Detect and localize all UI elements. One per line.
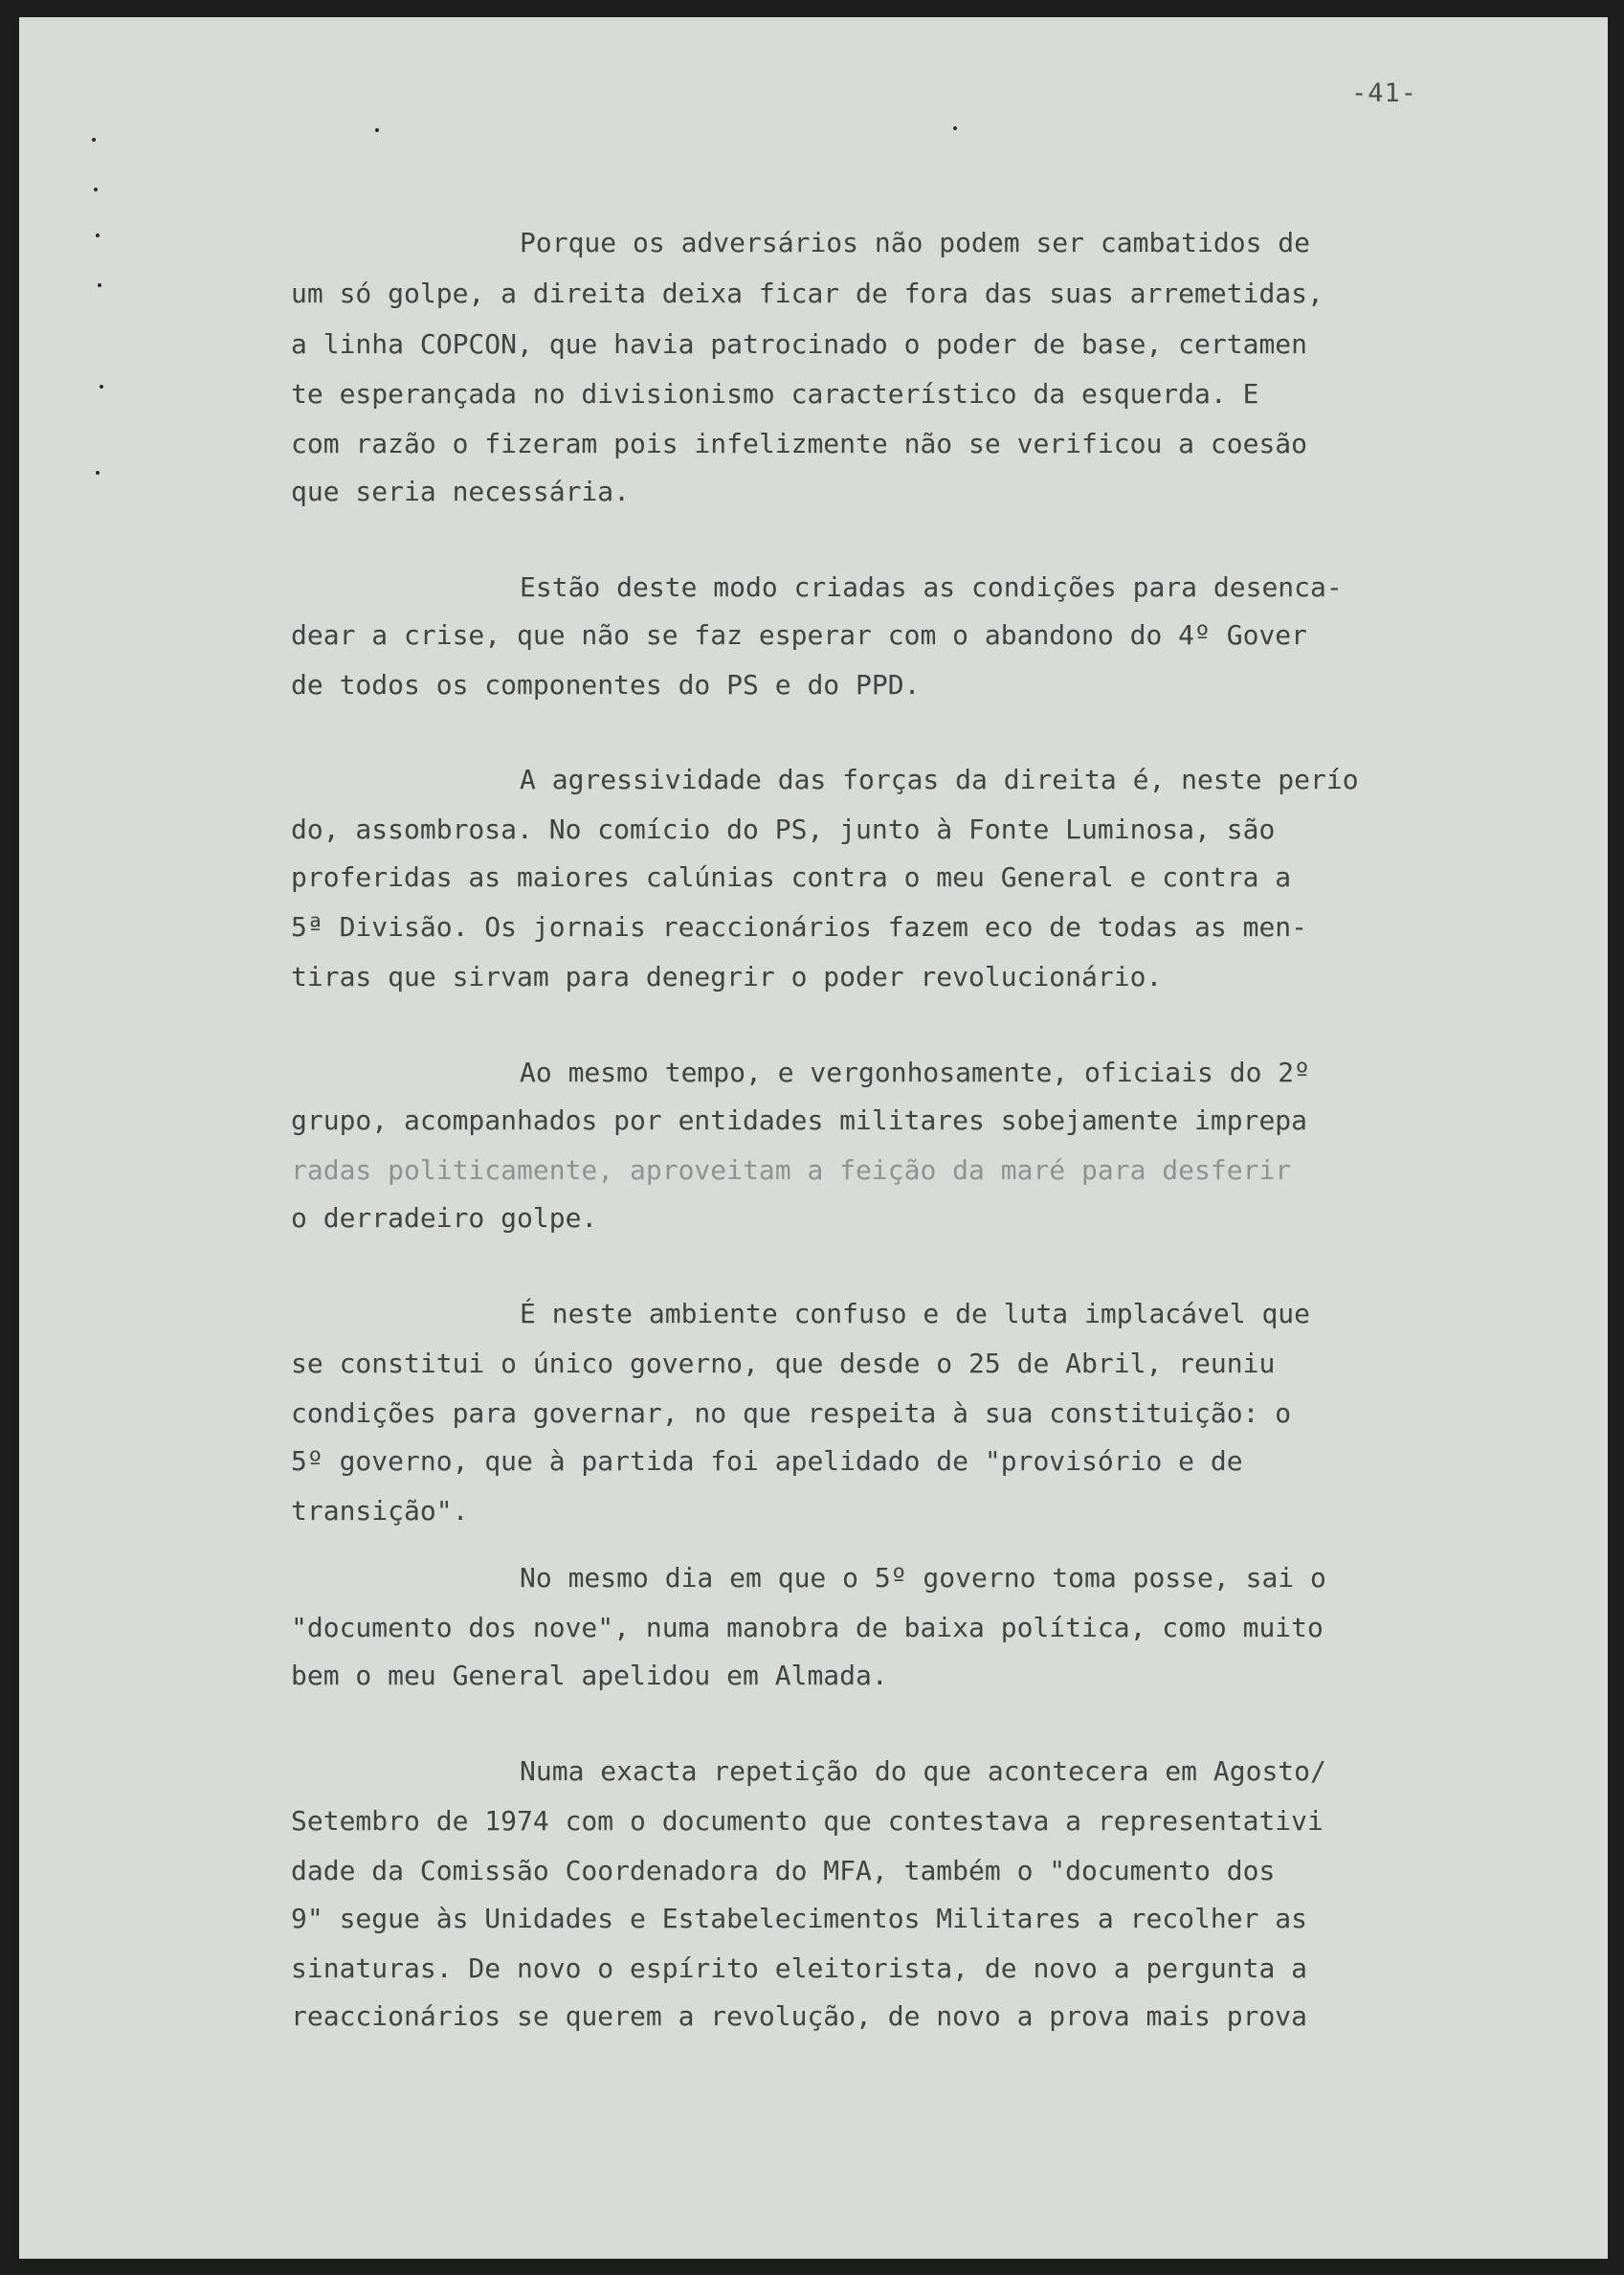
text-line: proferidas as maiores calúnias contra o meu General e contra a xyxy=(291,861,1292,893)
scan-speck xyxy=(96,471,100,475)
text-line: É neste ambiente confuso e de luta implacável que xyxy=(520,1298,1311,1329)
scan-speck xyxy=(94,188,98,191)
text-line: o derradeiro golpe. xyxy=(291,1202,598,1234)
scan-speck xyxy=(953,126,957,130)
text-line: a linha COPCON, que havia patrocinado o poder de base, certamen xyxy=(291,328,1308,360)
text-line: A agressividade das forças da direita é, neste perío xyxy=(520,764,1359,795)
text-line: dear a crise, que não se faz esperar com o abandono do 4º Gover xyxy=(291,619,1308,651)
text-line: um só golpe, a direita deixa ficar de fora das suas arremetidas, xyxy=(291,278,1324,309)
text-line: 5º governo, que à partida foi apelidado de "provisório e de xyxy=(291,1445,1243,1477)
page-number: -41- xyxy=(1351,78,1418,108)
scan-speck xyxy=(92,138,96,142)
text-line: te esperançada no divisionismo característico da esquerda. E xyxy=(291,378,1259,410)
text-line: reaccionários se querem a revolução, de novo a prova mais prova xyxy=(291,2000,1308,2032)
text-line: se constitui o único governo, que desde o 25 de Abril, reuniu xyxy=(291,1348,1276,1379)
text-line: Ao mesmo tempo, e vergonhosamente, oficiais do 2º xyxy=(520,1057,1311,1088)
document-page xyxy=(19,17,1608,2259)
text-line: dade da Comissão Coordenadora do MFA, também o "documento dos xyxy=(291,1855,1276,1886)
text-line: do, assombrosa. No comício do PS, junto à Fonte Luminosa, são xyxy=(291,814,1276,845)
text-line: Porque os adversários não podem ser cambatidos de xyxy=(520,227,1311,258)
scan-speck xyxy=(375,128,379,132)
text-line: Estão deste modo criadas as condições para desenca- xyxy=(520,571,1343,603)
text-line: que seria necessária. xyxy=(291,476,631,507)
text-line: "documento dos nove", numa manobra de baixa política, como muito xyxy=(291,1612,1324,1643)
text-line: grupo, acompanhados por entidades militares sobejamente imprepa xyxy=(291,1104,1308,1136)
text-line: 9" segue às Unidades e Estabelecimentos Militares a recolher as xyxy=(291,1903,1308,1934)
scan-speck xyxy=(96,234,100,237)
text-line: bem o meu General apelidou em Almada. xyxy=(291,1660,888,1691)
text-line: sinaturas. De novo o espírito eleitorista, de novo a pergunta a xyxy=(291,1952,1308,1984)
text-line: com razão o fizeram pois infelizmente não se verificou a coesão xyxy=(291,428,1308,459)
text-line: Setembro de 1974 com o documento que contestava a representativi xyxy=(291,1805,1324,1837)
text-line: No mesmo dia em que o 5º governo toma posse, sai o xyxy=(520,1562,1326,1594)
text-line: Numa exacta repetição do que acontecera em Agosto/ xyxy=(520,1755,1326,1787)
text-line: 5ª Divisão. Os jornais reaccionários fazem eco de todas as men- xyxy=(291,911,1308,943)
text-line: transição". xyxy=(291,1495,469,1527)
scan-speck xyxy=(98,283,101,287)
text-line: de todos os componentes do PS e do PPD. xyxy=(291,669,921,701)
text-line: tiras que sirvam para denegrir o poder revolucionário. xyxy=(291,961,1163,993)
scan-speck xyxy=(100,385,103,389)
text-line: condições para governar, no que respeita à sua constituição: o xyxy=(291,1397,1292,1429)
text-line: radas politicamente, aproveitam a feição da maré para desferir xyxy=(291,1154,1292,1186)
